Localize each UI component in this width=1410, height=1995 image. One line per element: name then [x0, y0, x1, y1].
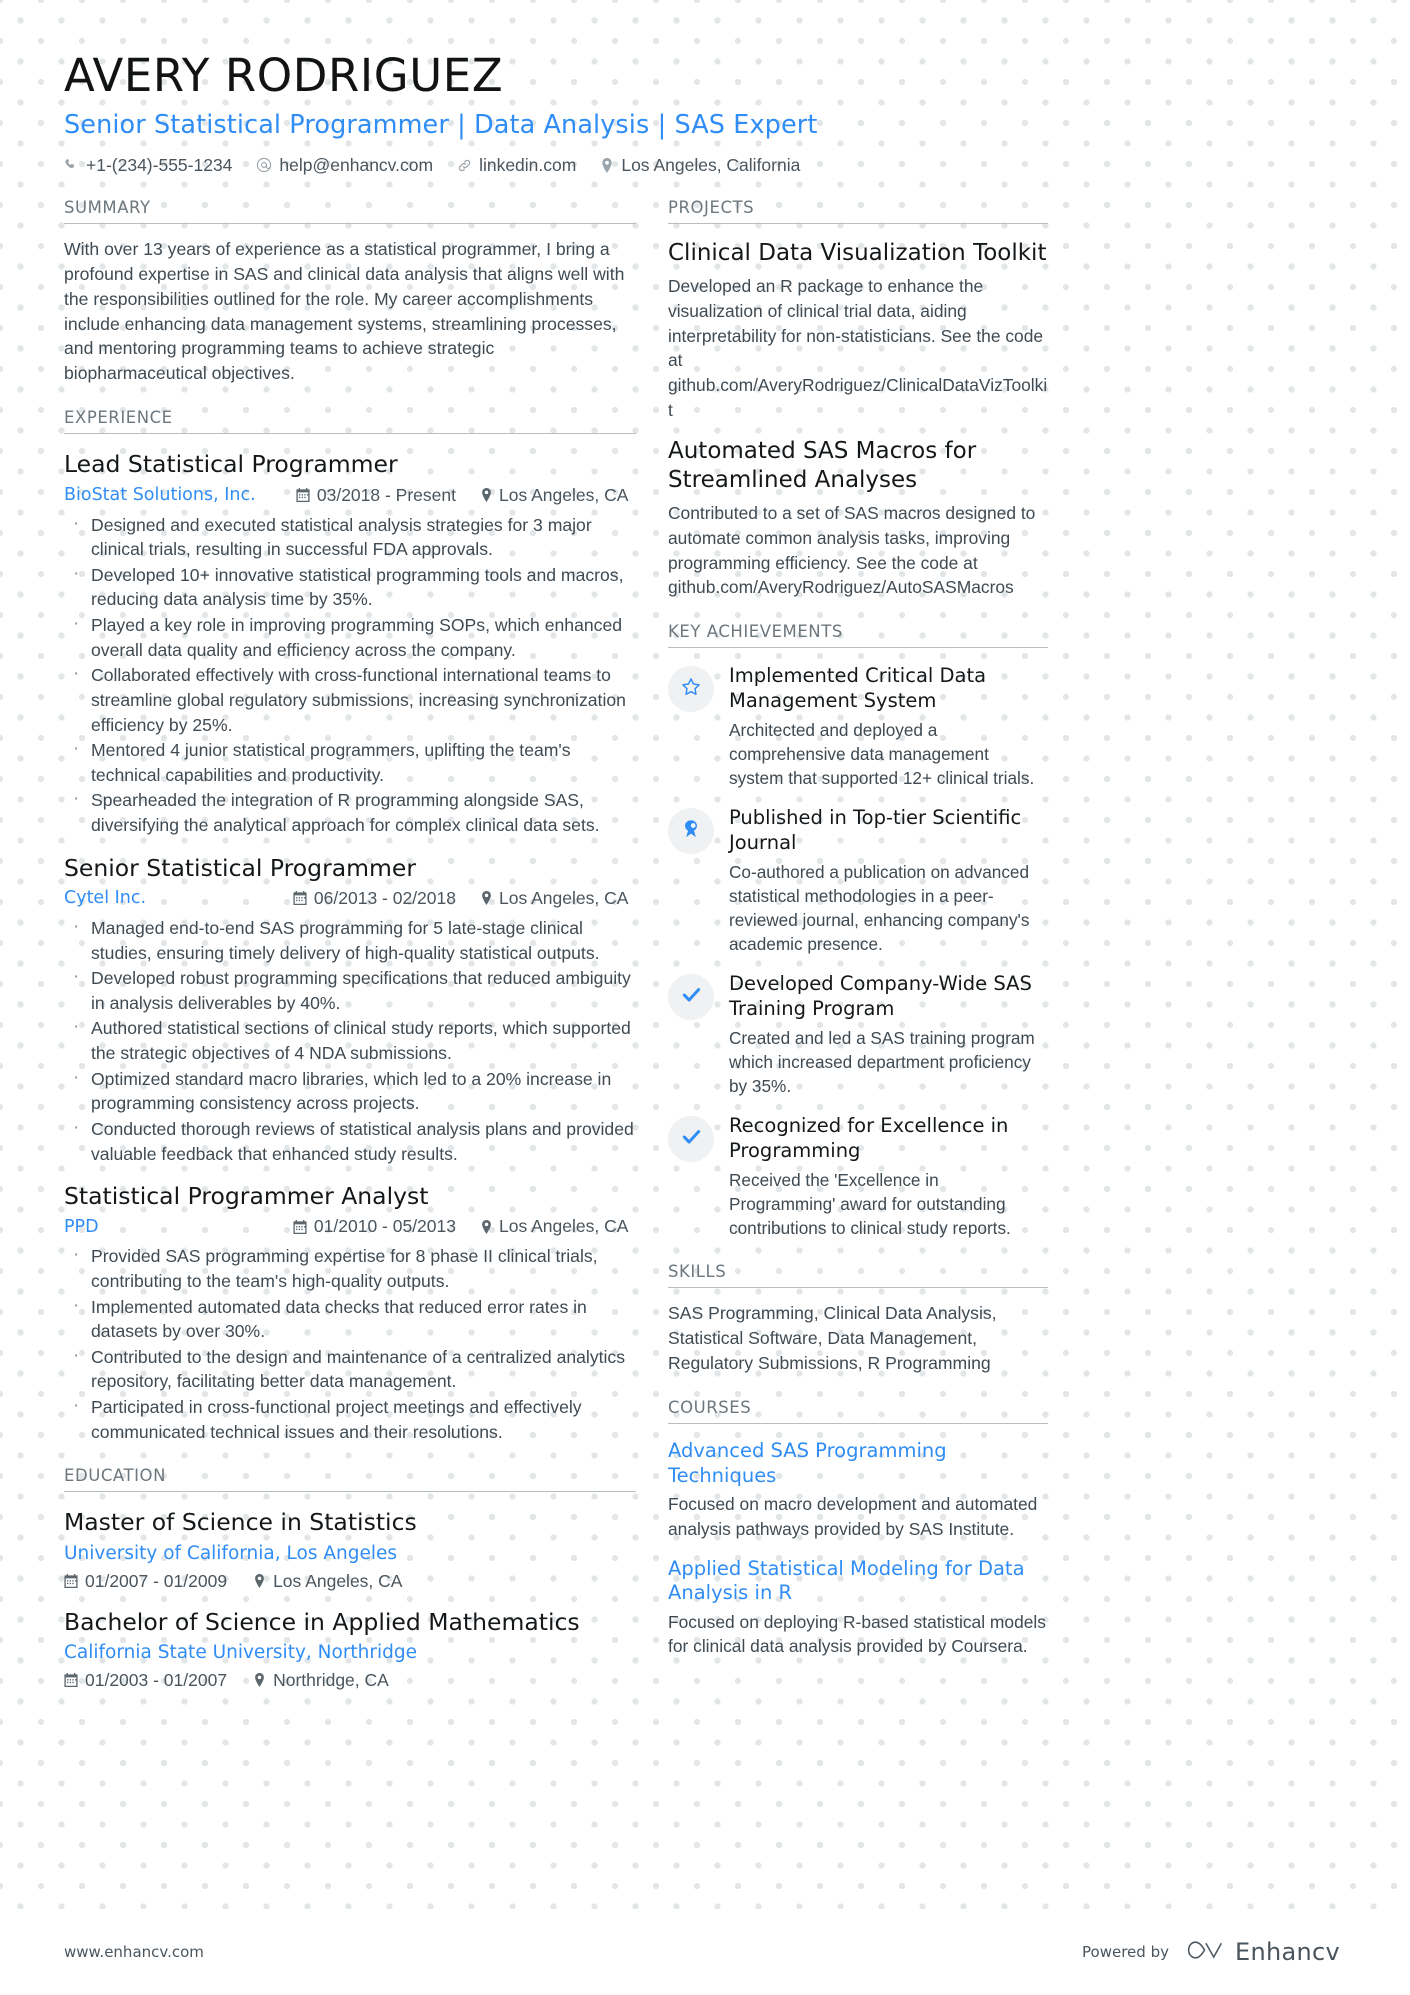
achievement-badge	[668, 974, 714, 1020]
education-location	[253, 1670, 389, 1691]
project-description: Contributed to a set of SAS macros designed to automate common analysis tasks, improving programming efficiency. See the code at github.com/AveryRodriguez/AutoSASMacros	[668, 503, 1036, 598]
course-entry	[668, 1557, 1048, 1660]
section-skills	[668, 1262, 1048, 1376]
summary-section-title: SUMMARY	[64, 198, 636, 224]
job-title: Senior Statistical Programmer	[64, 853, 417, 882]
calendar-icon	[64, 1574, 78, 1588]
contact-location	[600, 155, 800, 176]
job-bullets	[64, 1244, 636, 1444]
job-title: Lead Statistical Programmer	[64, 450, 398, 479]
left-column	[64, 198, 636, 1691]
project-description: Developed an R package to enhance the visualization of clinical trial data, aiding interpretability for non-statisticians. See the code at github.com/AveryRodriguez/ClinicalDataVizToolkit	[668, 276, 1048, 420]
achievement-body	[729, 806, 1048, 956]
job-bullet: · Implemented automated data checks that reduced error rates in datasets by over 30%.	[64, 1295, 636, 1344]
achievement-entry	[668, 1114, 1048, 1240]
achievement-badge	[668, 666, 714, 712]
job-bullet: · Authored statistical sections of clinical study reports, which supported the strategic objectives of 4 NDA submissions.	[64, 1016, 636, 1065]
job-bullet: · Optimized standard macro libraries, which led to a 20% increase in programming consistency across projects.	[64, 1067, 636, 1116]
job-bullets	[64, 513, 636, 838]
experience-entry	[64, 1182, 636, 1444]
education-location-text: Northridge, CA	[273, 1669, 389, 1690]
check-icon	[680, 1125, 703, 1153]
job-bullet: · Participated in cross-functional project meetings and effectively communicated technical issues and their resolutions.	[64, 1395, 636, 1444]
job-bullet: · Played a key role in improving programming SOPs, which enhanced overall data quality and efficiency across the company.	[64, 613, 636, 662]
education-date	[64, 1571, 227, 1592]
right-column	[668, 198, 1048, 1660]
job-date	[293, 888, 456, 909]
phone-icon	[64, 158, 79, 173]
course-description: Focused on macro development and automated analysis pathways provided by SAS Institute.	[668, 1494, 1038, 1539]
course-name[interactable]: Advanced SAS Programming Techniques	[668, 1439, 947, 1487]
section-education	[64, 1466, 636, 1690]
job-title: Statistical Programmer Analyst	[64, 1182, 429, 1211]
project-entry	[668, 239, 1048, 423]
job-location	[480, 485, 636, 506]
job-bullets	[64, 916, 636, 1166]
achievement-entry	[668, 806, 1048, 956]
job-location	[480, 888, 636, 909]
footer-url[interactable]: www.enhancv.com	[64, 1943, 204, 1961]
section-experience	[64, 408, 636, 1444]
contact-phone-text: +1-(234)-555-1234	[86, 154, 233, 175]
location-pin-icon	[480, 1220, 493, 1234]
job-location-text: Los Angeles, CA	[499, 887, 629, 908]
experience-entry	[64, 854, 636, 1166]
job-bullet: · Developed 10+ innovative statistical programming tools and macros, reducing data analysis time by 35%.	[64, 563, 636, 612]
education-date	[64, 1670, 227, 1691]
contact-phone[interactable]	[64, 155, 232, 176]
job-company[interactable]: Cytel Inc.	[64, 888, 147, 909]
job-bullet: · Conducted thorough reviews of statistical analysis plans and provided valuable feedback that enhanced study results.	[64, 1117, 636, 1166]
education-school[interactable]: California State University, Northridge	[64, 1641, 418, 1663]
contact-email-text: help@enhancv.com	[279, 154, 434, 175]
achievement-title: Developed Company-Wide SAS Training Program	[729, 972, 1032, 1020]
project-entry	[668, 437, 1048, 600]
contact-row	[64, 155, 1340, 176]
course-description: Focused on deploying R-based statistical models for clinical data analysis provided by Coursera.	[668, 1611, 1046, 1657]
education-school[interactable]: University of California, Los Angeles	[64, 1542, 398, 1564]
achievement-entry	[668, 972, 1048, 1098]
experience-entry	[64, 450, 636, 837]
brand-name: Enhancv	[1234, 1938, 1340, 1966]
job-date	[293, 1216, 456, 1237]
education-location	[253, 1571, 402, 1592]
job-company[interactable]: BioStat Solutions, Inc.	[64, 485, 256, 506]
courses-section-title: COURSES	[668, 1398, 1048, 1424]
job-bullet: · Spearheaded the integration of R programming alongside SAS, diversifying the analytical approach for complex clinical data sets.	[64, 788, 636, 837]
job-company[interactable]: PPD	[64, 1216, 99, 1237]
calendar-icon	[293, 891, 307, 905]
education-meta	[64, 1571, 636, 1592]
project-name: Clinical Data Visualization Toolkit	[668, 239, 1047, 266]
calendar-icon	[296, 488, 310, 502]
infinity-logo-icon	[1185, 1937, 1225, 1968]
job-date-text: 06/2013 - 02/2018	[313, 887, 456, 908]
job-location	[480, 1216, 636, 1237]
skills-section-title: SKILLS	[668, 1262, 1048, 1288]
resume-header	[64, 49, 1340, 176]
achievements-section-title: KEY ACHIEVEMENTS	[668, 622, 1048, 648]
headline: Senior Statistical Programmer | Data Analysis | SAS Expert	[64, 109, 818, 140]
projects-section-title: PROJECTS	[668, 198, 1048, 224]
education-degree: Master of Science in Statistics	[64, 1508, 417, 1537]
job-location-text: Los Angeles, CA	[499, 1216, 629, 1237]
achievement-badge	[668, 1116, 714, 1162]
contact-linkedin-text: linkedin.com	[479, 154, 577, 175]
education-section-title: EDUCATION	[64, 1466, 636, 1492]
achievement-description: Co-authored a publication on advanced statistical methodologies in a peer-reviewed journal, enhancing company's academic presence.	[729, 861, 1030, 955]
project-name: Automated SAS Macros for Streamlined Analyses	[668, 438, 977, 493]
achievement-description: Architected and deployed a comprehensive data management system that supported 12+ clinical trials.	[729, 719, 1035, 789]
education-degree: Bachelor of Science in Applied Mathematics	[64, 1607, 580, 1636]
achievement-title: Published in Top-tier Scientific Journal	[729, 806, 1022, 854]
summary-text: With over 13 years of experience as a statistical programmer, I bring a profound expertise in SAS and clinical data analysis that aligns well with the responsibilities outlined for the role. My career accomplishments include enhancing data management systems, streamlining processes, and mentoring programming teams to achieve strategic biopharmaceutical objectives.	[64, 238, 625, 384]
section-projects	[668, 198, 1048, 601]
job-date-text: 01/2010 - 05/2013	[313, 1216, 456, 1237]
contact-linkedin[interactable]	[457, 155, 576, 176]
education-meta	[64, 1670, 636, 1691]
achievement-body	[729, 972, 1048, 1098]
education-entry	[64, 1608, 636, 1691]
achievement-description: Created and led a SAS training program which increased department proficiency by 35%.	[729, 1027, 1035, 1097]
job-date-text: 03/2018 - Present	[316, 484, 456, 505]
link-icon	[457, 158, 472, 173]
job-date	[296, 485, 456, 506]
location-pin-icon	[480, 891, 493, 905]
page-title: AVERY RODRIGUEZ	[64, 49, 504, 102]
section-key-achievements	[668, 622, 1048, 1240]
footer-brand-group	[1082, 1937, 1340, 1968]
education-date-text: 01/2003 - 01/2007	[85, 1669, 228, 1690]
check-icon	[680, 983, 703, 1011]
achievement-entry	[668, 664, 1048, 790]
contact-email[interactable]	[256, 155, 433, 176]
resume-columns	[64, 198, 1340, 1691]
job-bullet: · Developed robust programming specifications that reduced ambiguity in analysis deliverables by 40%.	[64, 966, 636, 1015]
achievement-badge	[668, 808, 714, 854]
skills-text: SAS Programming, Clinical Data Analysis, Statistical Software, Data Management, Regulatory Submissions, R Programming	[668, 1303, 997, 1374]
job-meta	[64, 888, 636, 909]
achievement-title: Recognized for Excellence in Programming	[729, 1114, 1009, 1162]
job-bullet: · Managed end-to-end SAS programming for 5 late-stage clinical studies, ensuring timely delivery of high-quality statistical outputs.	[64, 916, 636, 965]
location-pin-icon	[600, 158, 614, 173]
contact-location-text: Los Angeles, California	[621, 154, 801, 175]
education-location-text: Los Angeles, CA	[273, 1570, 403, 1591]
job-bullet: · Contributed to the design and maintenance of a centralized analytics repository, facilitating better data management.	[64, 1345, 636, 1394]
course-entry	[668, 1439, 1048, 1542]
badge-pin-icon	[680, 818, 702, 845]
education-date-text: 01/2007 - 01/2009	[85, 1570, 228, 1591]
achievement-title: Implemented Critical Data Management System	[729, 664, 987, 712]
calendar-icon	[64, 1673, 78, 1687]
job-bullet: · Provided SAS programming expertise for 8 phase II clinical trials, contributing to the team's high-quality outputs.	[64, 1244, 636, 1293]
calendar-icon	[293, 1220, 307, 1234]
course-name[interactable]: Applied Statistical Modeling for Data Analysis in R	[668, 1556, 1025, 1605]
section-courses	[668, 1398, 1048, 1659]
section-summary	[64, 198, 636, 387]
experience-section-title: EXPERIENCE	[64, 408, 636, 434]
education-entry	[64, 1508, 636, 1591]
location-pin-icon	[253, 1574, 266, 1588]
job-meta	[64, 1216, 636, 1237]
job-meta	[64, 485, 636, 506]
enhancv-logo	[1185, 1937, 1340, 1968]
email-icon	[256, 157, 272, 173]
page-footer	[0, 1909, 1410, 1995]
job-bullet: · Collaborated effectively with cross-functional international teams to streamline global regulatory submissions, increasing synchronization efficiency by 25%.	[64, 663, 636, 737]
job-bullet: · Mentored 4 junior statistical programmers, uplifting the team's technical capabilities and productivity.	[64, 738, 636, 787]
location-pin-icon	[253, 1673, 266, 1687]
job-location-text: Los Angeles, CA	[499, 484, 629, 505]
job-bullet: · Designed and executed statistical analysis strategies for 3 major clinical trials, resulting in successful FDA approvals.	[64, 513, 636, 562]
achievement-description: Received the 'Excellence in Programming' award for outstanding contributions to clinical study reports.	[729, 1169, 1011, 1239]
achievement-body	[729, 1114, 1048, 1240]
achievement-body	[729, 664, 1048, 790]
location-pin-icon	[480, 488, 493, 502]
star-outline-icon	[680, 676, 702, 703]
powered-by-label: Powered by	[1082, 1943, 1169, 1961]
